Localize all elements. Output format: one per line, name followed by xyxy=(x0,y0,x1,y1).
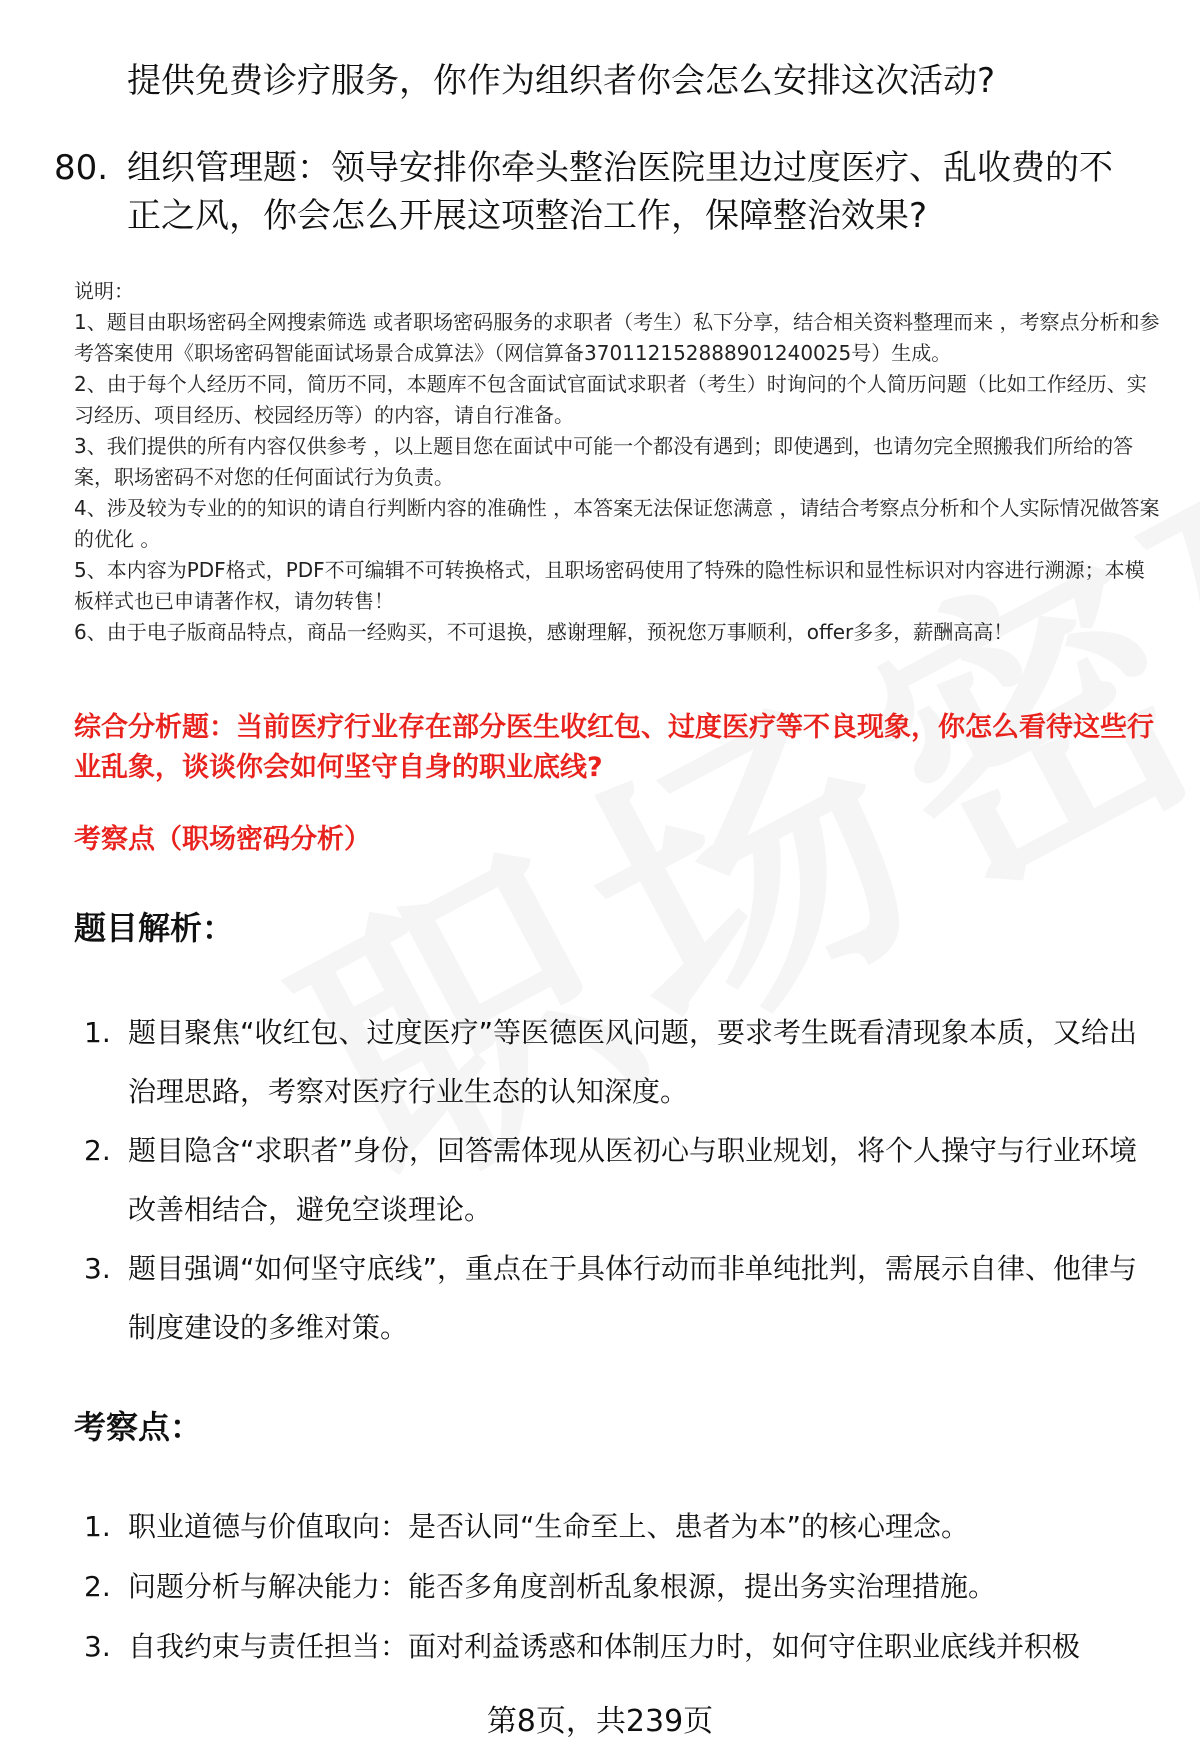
notes-heading: 说明： xyxy=(74,279,134,303)
page-footer: 第8页，共239页 xyxy=(486,1704,714,1739)
list-item-number: 1. xyxy=(84,1510,111,1543)
note-item: 3、我们提供的所有内容仅供参考 ，以上题目您在面试中可能一个都没有遇到；即使遇到，也请勿完全照搬我们所给的答案，职场密码不对您的任何面试行为负责。 xyxy=(74,434,1134,489)
list-item-number: 2. xyxy=(84,1570,111,1603)
question-80-number: 80. xyxy=(54,148,109,188)
list-item xyxy=(84,1617,1164,1677)
note-item: 6、由于电子版商品特点，商品一经购买，不可退换，感谢理解，预祝您万事顺利，offer多多，薪酬高高！ xyxy=(74,620,1014,644)
list-item-number: 1. xyxy=(84,1016,111,1049)
list-item-text: 题目强调“如何坚守底线”，重点在于具体行动而非单纯批判，需展示自律、他律与制度建设的多维对策。 xyxy=(128,1252,1138,1344)
main-question-subheading: 考察点（职场密码分析） xyxy=(74,824,371,855)
question-80 xyxy=(54,144,1154,240)
main-question: 综合分析题：当前医疗行业存在部分医生收红包、过度医疗等不良现象，你怎么看待这些行业乱象，谈谈你会如何坚守自身的职业底线? xyxy=(74,712,1154,783)
list-item-text: 题目聚焦“收红包、过度医疗”等医德医风问题，要求考生既看清现象本质，又给出治理思路，考察对医疗行业生态的认知深度。 xyxy=(128,1016,1138,1108)
list-item-number: 2. xyxy=(84,1134,111,1167)
list-item-text: 职业道德与价值取向：是否认同“生命至上、患者为本”的核心理念。 xyxy=(128,1510,970,1543)
points-list xyxy=(84,1497,1164,1677)
list-item-text: 问题分析与解决能力：能否多角度剖析乱象根源，提出务实治理措施。 xyxy=(128,1570,997,1603)
question-80-text: 组织管理题：领导安排你牵头整治医院里边过度医疗、乱收费的不正之风，你会怎么开展这项整治工作，保障整治效果? xyxy=(127,148,1113,236)
list-item xyxy=(84,1003,1164,1121)
analysis-title: 题目解析： xyxy=(74,909,235,947)
list-item xyxy=(84,1557,1164,1617)
note-item: 1、题目由职场密码全网搜索筛选 或者职场密码服务的求职者（考生）私下分享，结合相关资料整理而来 ，考察点分析和参考答案使用《职场密码智能面试场景合成算法》（网信算备370112152888901240025号）生成。 xyxy=(74,310,1160,365)
note-item: 4、涉及较为专业的的知识的请自行判断内容的准确性 ，本答案无法保证您满意 ，请结合考察点分析和个人实际情况做答案的优化 。 xyxy=(74,496,1160,551)
note-item: 5、本内容为PDF格式，PDF不可编辑不可转换格式，且职场密码使用了特殊的隐性标识和显性标识对内容进行溯源；本模板样式也已申请著作权，请勿转售！ xyxy=(74,558,1145,613)
notes-section xyxy=(74,276,1164,648)
list-item xyxy=(84,1121,1164,1239)
list-item-number: 3. xyxy=(84,1252,111,1285)
question-79-continuation: 提供免费诊疗服务，你作为组织者你会怎么安排这次活动? xyxy=(127,61,996,101)
list-item-number: 3. xyxy=(84,1630,111,1663)
list-item xyxy=(84,1239,1164,1357)
points-title: 考察点： xyxy=(74,1408,203,1446)
analysis-list xyxy=(84,1003,1164,1357)
list-item-text: 题目隐含“求职者”身份，回答需体现从医初心与职业规划，将个人操守与行业环境改善相结合，避免空谈理论。 xyxy=(128,1134,1138,1226)
list-item xyxy=(84,1497,1164,1557)
list-item-text: 自我约束与责任担当：面对利益诱惑和体制压力时，如何守住职业底线并积极 xyxy=(128,1630,1081,1663)
note-item: 2、由于每个人经历不同，简历不同，本题库不包含面试官面试求职者（考生）时询问的个人简历问题（比如工作经历、实习经历、项目经历、校园经历等）的内容，请自行准备。 xyxy=(74,372,1147,427)
